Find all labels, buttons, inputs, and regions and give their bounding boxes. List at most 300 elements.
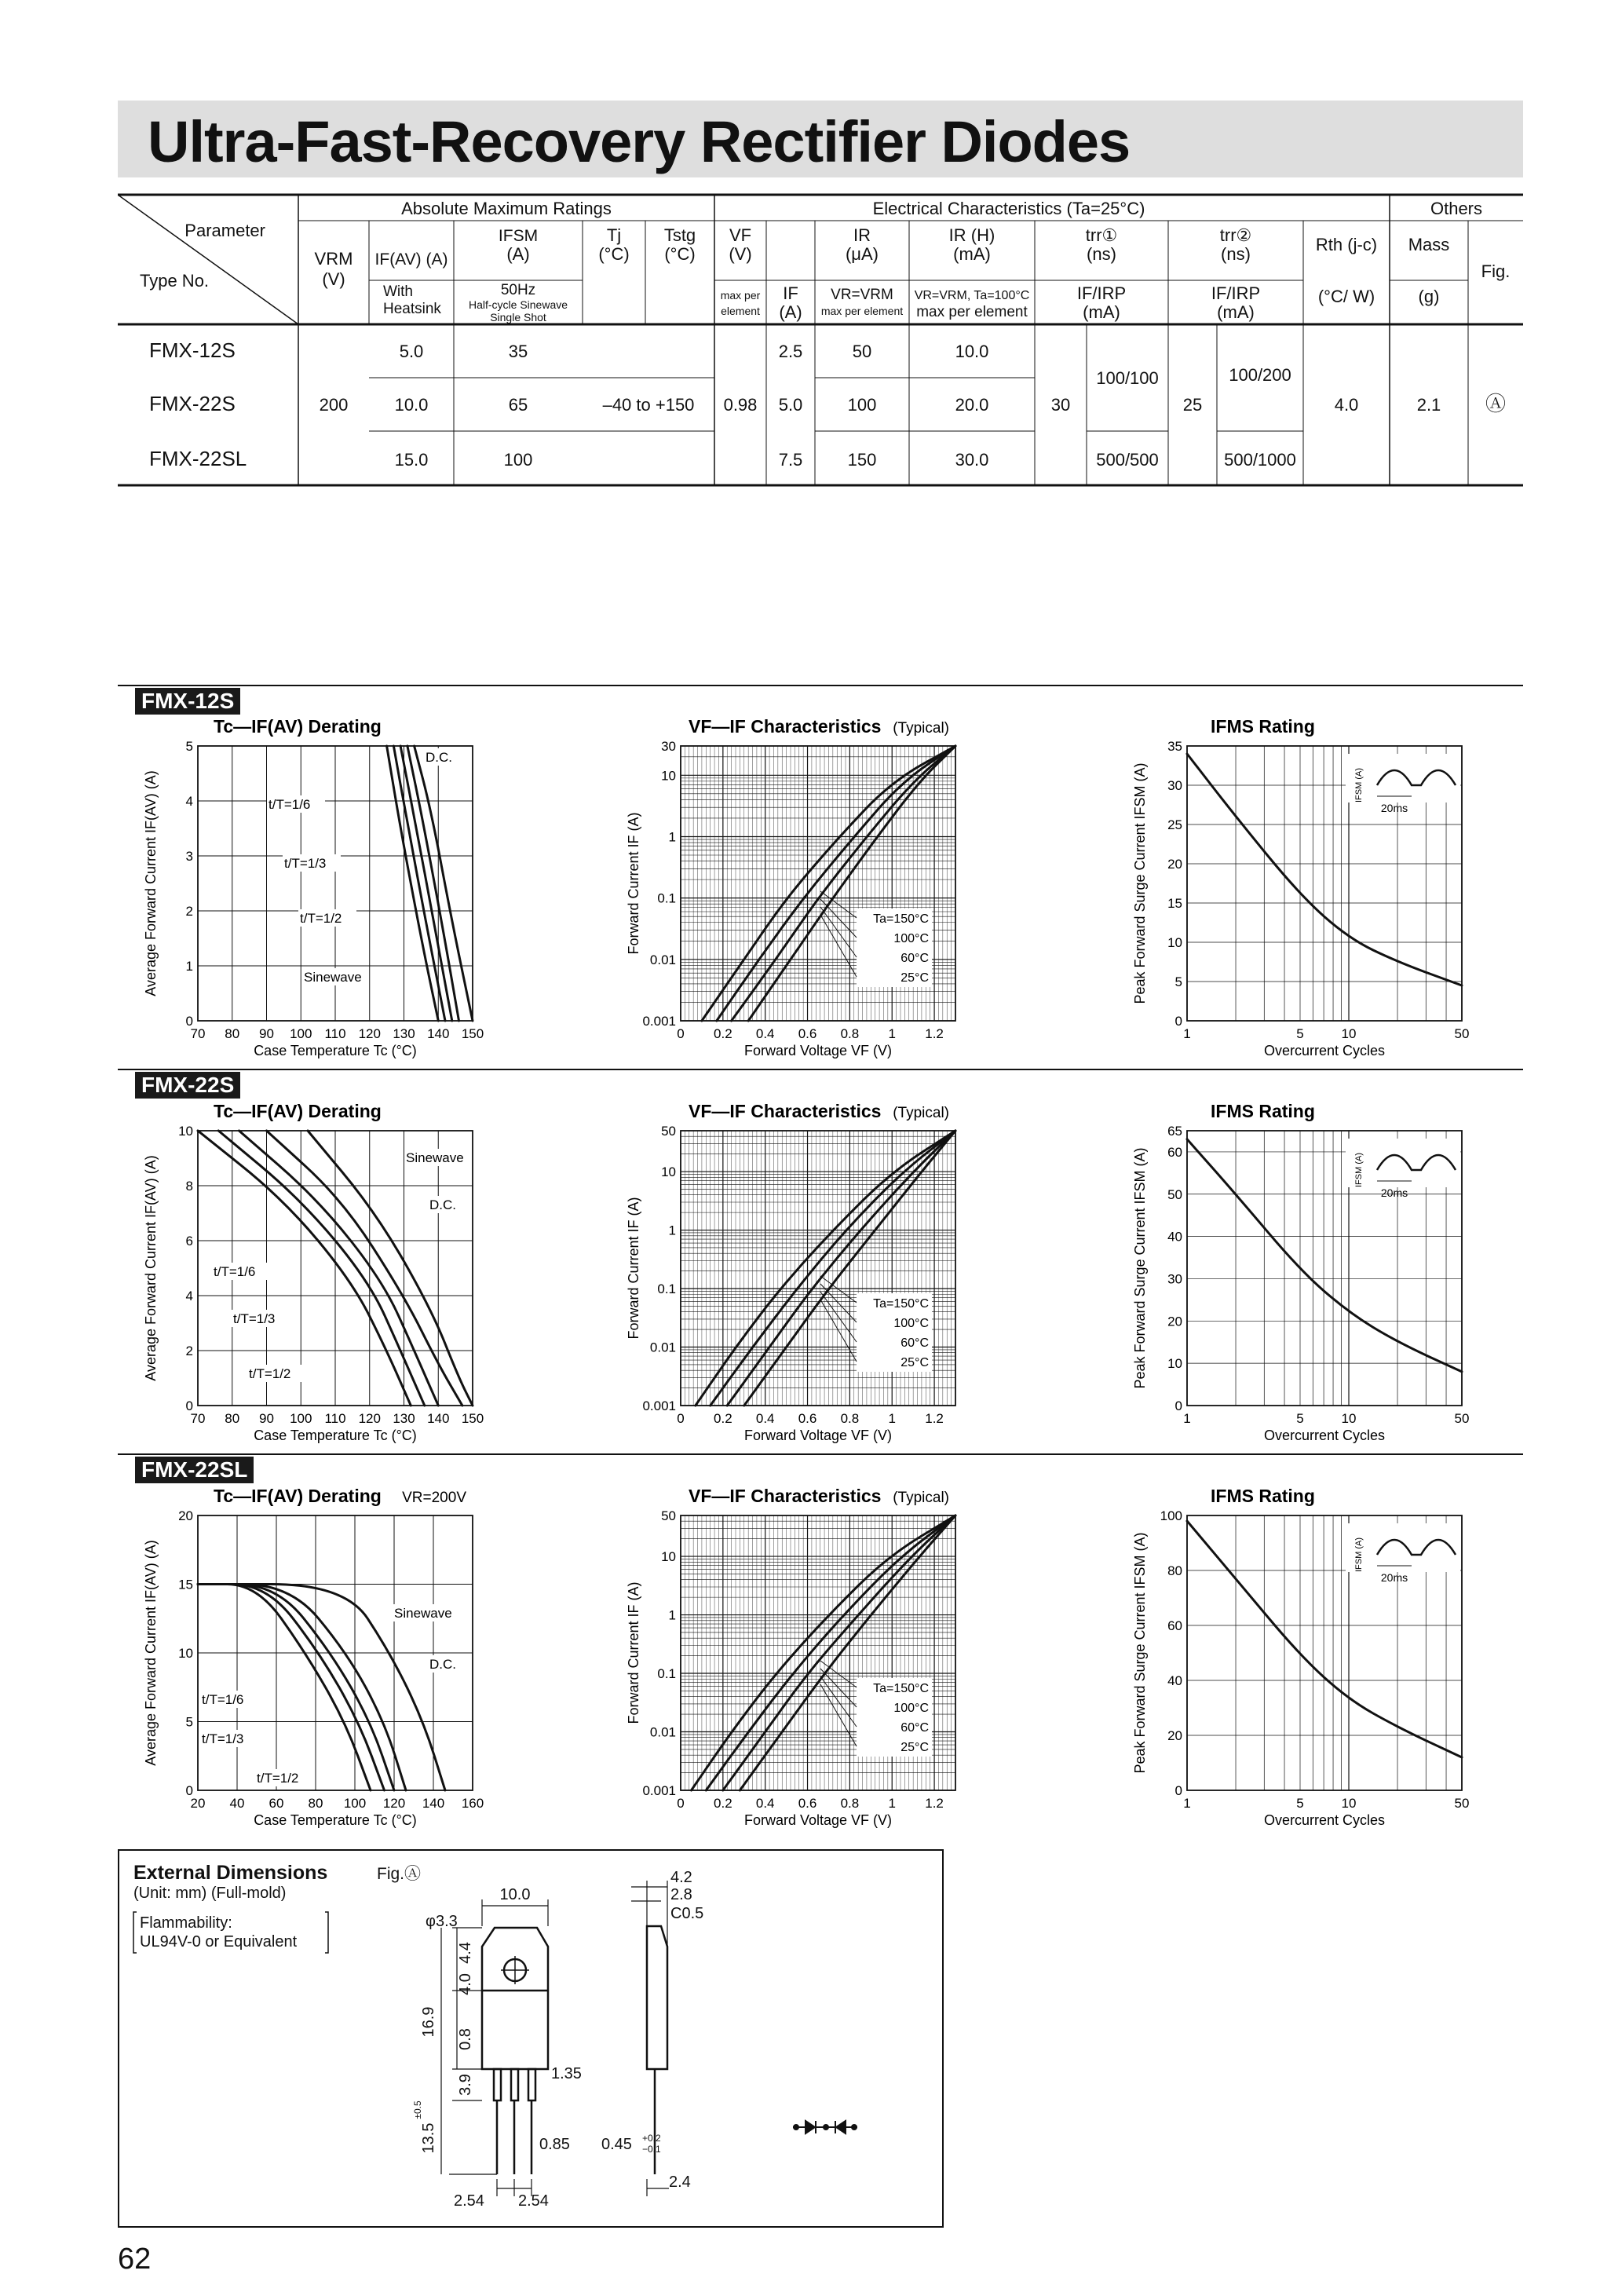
y-tick-label: 20 [1167, 1728, 1182, 1743]
y-tick-label: 0.001 [642, 1014, 676, 1029]
x-tick-label: 130 [393, 1411, 415, 1426]
ifsm-chart-fmx22sl [1131, 1480, 1507, 1834]
annotation-label: t/T=1/3 [202, 1731, 244, 1746]
y-axis-label: Average Forward Current IF(AV) (A) [143, 770, 159, 996]
y-tick-label: 20 [1167, 1314, 1182, 1329]
ext-flammability-1: Flammability: [140, 1914, 232, 1932]
if-cell: 7.5 [778, 450, 803, 470]
annotation-label: t/T=1/2 [249, 1366, 291, 1381]
chart-subtitle: (Typical) [893, 1490, 949, 1506]
x-axis-label: Overcurrent Cycles [1263, 1812, 1386, 1828]
legend-label: 60°C [901, 1721, 929, 1735]
dim-1-35: 1.35 [551, 2065, 582, 2082]
external-dimensions-box [118, 1849, 944, 2228]
y-axis-label: Forward Current IF (A) [626, 812, 641, 955]
chart-title: IFMS Rating [1211, 1101, 1315, 1121]
y-tick-label: 80 [1167, 1563, 1182, 1578]
dim-0-8: 0.8 [457, 2028, 474, 2050]
x-tick-label: 0.6 [798, 1026, 817, 1041]
y-tick-label: 50 [1167, 1186, 1182, 1202]
legend-label: 100°C [893, 1317, 929, 1330]
rth-cell: 4.0 [1334, 395, 1359, 415]
x-axis-label: Overcurrent Cycles [1263, 1428, 1386, 1443]
irh-cell: 10.0 [955, 342, 989, 361]
legend-label: 100°C [893, 932, 929, 945]
x-tick-label: 0 [677, 1026, 685, 1041]
diode-symbol-icon [793, 2121, 857, 2133]
y-tick-label: 0 [185, 1014, 193, 1029]
x-tick-label: 0.4 [755, 1796, 775, 1811]
hdr-trr1-note-unit: (mA) [1083, 302, 1120, 322]
dim-16-9: 16.9 [420, 2006, 437, 2038]
x-tick-label: 50 [1454, 1026, 1470, 1041]
y-tick-label: 0 [1174, 1014, 1182, 1029]
x-tick-label: 0.6 [798, 1796, 817, 1811]
y-tick-label: 3 [185, 849, 193, 864]
y-tick-label: 15 [178, 1577, 193, 1592]
legend-leader [820, 1300, 857, 1362]
hdr-trr2-unit: (ns) [1221, 244, 1251, 264]
hdr-ir-unit: (μA) [845, 244, 879, 264]
hdr-tj-unit: (°C) [598, 244, 630, 264]
trr1-cond-top: 100/100 [1096, 368, 1159, 388]
hdr-tj: Tj [606, 225, 622, 245]
hdr-vf-unit: (V) [729, 244, 752, 264]
dim-13-5: 13.5 [420, 2122, 437, 2154]
ifsm-cell: 100 [503, 450, 533, 470]
hdr-ifsm: IFSM [498, 227, 539, 245]
inset-axis-label: IFSM (A) [1354, 1537, 1364, 1572]
y-tick-label: 8 [185, 1179, 193, 1194]
series-line [267, 1131, 462, 1406]
dim-2-54-b: 2.54 [518, 2192, 549, 2210]
fig-cell: Ⓐ [1485, 392, 1507, 415]
hdr-irh: IR (H) [948, 225, 995, 245]
dim-0-45-plus: +0.2 [642, 2133, 661, 2144]
annotation-label: t/T=1/6 [214, 1264, 256, 1279]
y-tick-label: 25 [1167, 817, 1182, 832]
y-axis-label: Average Forward Current IF(AV) (A) [143, 1540, 159, 1766]
inset-label: 20ms [1380, 1571, 1408, 1584]
x-axis-label: Case Temperature Tc (°C) [254, 1043, 417, 1058]
chart-title: Tc—IF(AV) Derating [214, 1101, 382, 1121]
ir-cell: 150 [847, 450, 877, 470]
legend-leader [820, 1684, 857, 1746]
y-tick-label: 30 [1167, 1271, 1182, 1287]
section-tag: FMX-22SL [135, 1457, 254, 1483]
hdr-ifsm-unit: (A) [506, 244, 530, 264]
y-tick-label: 15 [1167, 896, 1182, 911]
ir-cell: 50 [852, 342, 872, 361]
hdr-mass: Mass [1408, 235, 1450, 254]
y-tick-label: 0.1 [657, 1281, 676, 1297]
if-cell: 2.5 [778, 342, 803, 361]
vfif-chart-fmx22sl [624, 1480, 1001, 1834]
y-tick-label: 0.01 [649, 1724, 676, 1740]
x-tick-label: 140 [422, 1796, 445, 1811]
inset-label: 20ms [1380, 802, 1408, 814]
hdr-irh-unit: (mA) [953, 244, 991, 264]
x-tick-label: 0.8 [840, 1796, 860, 1811]
y-tick-label: 20 [1167, 857, 1182, 872]
y-tick-label: 0.1 [657, 1666, 676, 1682]
trr2-cond-bottom: 500/1000 [1224, 450, 1296, 470]
y-tick-label: 1 [668, 829, 676, 845]
x-tick-label: 90 [259, 1411, 274, 1426]
y-axis-label: Peak Forward Surge Current IFSM (A) [1132, 1532, 1148, 1774]
y-tick-label: 5 [1174, 974, 1182, 989]
dim-c0-5: C0.5 [670, 1905, 704, 1922]
x-axis-label: Case Temperature Tc (°C) [254, 1428, 417, 1443]
y-tick-label: 0 [1174, 1398, 1182, 1413]
dim-3-9: 3.9 [457, 2074, 474, 2096]
legend-label: 60°C [901, 952, 929, 965]
y-tick-label: 1 [668, 1607, 676, 1623]
dim-2-8: 2.8 [670, 1886, 692, 1903]
legend-leader [820, 915, 857, 977]
y-tick-label: 2 [185, 904, 193, 919]
y-tick-label: 0 [185, 1398, 193, 1413]
hdr-vrm: VRM [314, 249, 353, 269]
y-tick-label: 35 [1167, 739, 1182, 754]
y-tick-label: 0.1 [657, 890, 676, 906]
x-tick-label: 5 [1296, 1411, 1304, 1426]
hdr-irh-note2: max per element [916, 304, 1028, 320]
x-axis-label: Forward Voltage VF (V) [743, 1428, 893, 1443]
y-tick-label: 20 [178, 1508, 193, 1523]
series-line [308, 1131, 473, 1406]
corner-type: Type No. [140, 271, 210, 291]
ext-fig: Fig.Ⓐ [377, 1865, 422, 1883]
y-tick-label: 4 [185, 794, 193, 809]
ifsm-chart-fmx12s [1131, 711, 1507, 1064]
x-tick-label: 0.4 [755, 1411, 775, 1426]
x-tick-label: 90 [259, 1026, 274, 1041]
vf-cell: 0.98 [723, 395, 758, 415]
dim-4-4: 4.4 [457, 1942, 474, 1964]
annotation-label: t/T=1/3 [233, 1311, 276, 1326]
annotation-label: Sinewave [304, 970, 362, 985]
ext-flammability-2: UL94V-0 or Equivalent [140, 1933, 298, 1951]
dim-4-0: 4.0 [457, 1973, 474, 1995]
vfif-chart-fmx22s [624, 1095, 1001, 1449]
irh-cell: 20.0 [955, 395, 989, 415]
x-tick-label: 1 [888, 1411, 896, 1426]
x-tick-label: 0.8 [840, 1411, 860, 1426]
external-dimensions-drawing [119, 1851, 942, 2226]
x-tick-label: 1 [1183, 1026, 1191, 1041]
x-tick-label: 120 [358, 1026, 381, 1041]
spec-table [118, 192, 1523, 487]
x-tick-label: 130 [393, 1026, 415, 1041]
annotation-label: t/T=1/6 [269, 797, 311, 812]
y-tick-label: 10 [178, 1124, 193, 1139]
vrm-cell: 200 [319, 395, 349, 415]
legend-label: Ta=150°C [873, 1297, 929, 1311]
y-axis-label: Peak Forward Surge Current IFSM (A) [1132, 1147, 1148, 1389]
type-cell: FMX-22SL [149, 447, 247, 470]
hdr-mass-unit: (g) [1418, 287, 1440, 306]
x-tick-label: 10 [1341, 1026, 1357, 1041]
y-tick-label: 6 [185, 1234, 193, 1249]
x-tick-label: 40 [229, 1796, 245, 1811]
hdr-if: IF [783, 283, 798, 303]
x-tick-label: 110 [324, 1026, 346, 1041]
x-tick-label: 50 [1454, 1411, 1470, 1426]
ifav-cell: 5.0 [399, 342, 424, 361]
hdr-ir-note1: VR=VRM [831, 287, 893, 303]
hdr-if-unit: (A) [779, 302, 802, 322]
derating-chart-fmx22s [141, 1095, 518, 1449]
legend-label: 100°C [893, 1702, 929, 1715]
x-tick-label: 0 [677, 1796, 685, 1811]
dim-2-54-a: 2.54 [454, 2192, 484, 2210]
x-axis-label: Overcurrent Cycles [1263, 1043, 1386, 1058]
x-tick-label: 0.8 [840, 1026, 860, 1041]
chart-subtitle: (Typical) [893, 1105, 949, 1121]
y-tick-label: 30 [661, 739, 676, 754]
x-tick-label: 70 [190, 1411, 206, 1426]
legend-label: 25°C [901, 1356, 929, 1369]
chart-title: IFMS Rating [1211, 1486, 1315, 1506]
ifav-cell: 10.0 [394, 395, 429, 415]
annotation-label: Sinewave [394, 1606, 452, 1621]
annotation-label: D.C. [426, 750, 452, 765]
x-tick-label: 100 [290, 1411, 312, 1426]
legend-label: 25°C [901, 1741, 929, 1754]
x-tick-label: 70 [190, 1026, 206, 1041]
ifav-cell: 15.0 [394, 450, 429, 470]
annotation-label: t/T=1/6 [202, 1692, 244, 1707]
hdr-fig: Fig. [1481, 261, 1511, 281]
chart-title: VF—IF Characteristics [689, 1486, 882, 1506]
annotation-label: D.C. [429, 1657, 456, 1672]
chart-subtitle: VR=200V [402, 1490, 466, 1506]
x-tick-label: 1 [1183, 1796, 1191, 1811]
dim-0-45-minus: −0.1 [642, 2144, 661, 2155]
series-line [198, 1585, 385, 1791]
dim-0-85: 0.85 [539, 2136, 570, 2153]
x-tick-label: 150 [461, 1026, 484, 1041]
annotation-label: t/T=1/2 [257, 1771, 299, 1786]
dim-0-45: 0.45 [601, 2136, 632, 2153]
legend-label: 60°C [901, 1336, 929, 1350]
y-tick-label: 10 [178, 1646, 193, 1661]
series-line [198, 1585, 371, 1791]
chart-title: Tc—IF(AV) Derating [214, 716, 382, 737]
page-title: Ultra-Fast-Recovery Rectifier Diodes [148, 109, 1131, 174]
y-axis-label: Peak Forward Surge Current IFSM (A) [1132, 762, 1148, 1004]
trr1-cond-bottom: 500/500 [1096, 450, 1159, 470]
hdr-trr2-note-unit: (mA) [1217, 302, 1255, 322]
type-cell: FMX-22S [149, 392, 236, 415]
chart-subtitle: (Typical) [893, 720, 949, 737]
x-tick-label: 5 [1296, 1026, 1304, 1041]
x-tick-label: 80 [225, 1026, 240, 1041]
x-tick-label: 80 [308, 1796, 323, 1811]
trr1-cell: 30 [1050, 395, 1071, 415]
vfif-chart-fmx12s [624, 711, 1001, 1064]
legend-label: Ta=150°C [873, 912, 929, 926]
y-tick-label: 30 [1167, 778, 1182, 793]
package-front-view [482, 1928, 548, 2174]
x-tick-label: 0.4 [755, 1026, 775, 1041]
chart-title: VF—IF Characteristics [689, 1101, 882, 1121]
hdr-ifsm-note3: Single Shot [490, 311, 546, 324]
group-others-label: Others [1430, 199, 1483, 218]
x-tick-label: 160 [461, 1796, 484, 1811]
hdr-trr1: trr① [1085, 225, 1118, 245]
dim-width: 10.0 [499, 1886, 531, 1903]
hdr-tstg: Tstg [663, 225, 696, 245]
hdr-trr2-note: IF/IRP [1211, 283, 1261, 303]
y-axis-label: Forward Current IF (A) [626, 1197, 641, 1340]
x-tick-label: 0.2 [714, 1411, 732, 1426]
x-tick-label: 0.2 [714, 1026, 732, 1041]
section-tag: FMX-12S [135, 688, 240, 715]
ext-title: External Dimensions [133, 1862, 328, 1884]
y-tick-label: 5 [185, 739, 193, 754]
legend-label: 25°C [901, 971, 929, 985]
hdr-vf: VF [729, 225, 752, 245]
y-axis-label: Average Forward Current IF(AV) (A) [143, 1155, 159, 1381]
x-axis-label: Forward Voltage VF (V) [743, 1043, 893, 1058]
hdr-rth: Rth (j-c) [1315, 235, 1378, 254]
x-tick-label: 0.2 [714, 1796, 732, 1811]
hdr-ifsm-note2: Half-cycle Sinewave [468, 298, 568, 311]
section-tag: FMX-22S [135, 1072, 240, 1099]
group-abs-label: Absolute Maximum Ratings [401, 199, 612, 218]
x-tick-label: 20 [190, 1796, 206, 1811]
x-tick-label: 1.2 [925, 1026, 944, 1041]
ifsm-cell: 65 [508, 395, 528, 415]
x-tick-label: 120 [382, 1796, 406, 1811]
x-tick-label: 1 [888, 1026, 896, 1041]
hdr-trr1-note: IF/IRP [1076, 283, 1127, 303]
x-tick-label: 80 [225, 1411, 240, 1426]
chart-title: IFMS Rating [1211, 716, 1315, 737]
irh-cell: 30.0 [955, 450, 989, 470]
y-tick-label: 1 [185, 959, 193, 974]
trr2-cond-top: 100/200 [1229, 365, 1291, 385]
title-bar [118, 101, 1523, 177]
section-rule [118, 1069, 1523, 1070]
trr2-cell: 25 [1182, 395, 1203, 415]
ir-cell: 100 [847, 395, 877, 415]
y-tick-label: 10 [661, 768, 676, 784]
series-line [393, 746, 445, 1021]
section-rule [118, 685, 1523, 686]
tj-tstg-cell: –40 to +150 [602, 395, 695, 415]
x-tick-label: 100 [290, 1026, 312, 1041]
x-tick-label: 1.2 [925, 1411, 944, 1426]
chart-title: Tc—IF(AV) Derating [214, 1486, 382, 1506]
ifsm-chart-fmx22s [1131, 1095, 1507, 1449]
x-tick-label: 110 [324, 1411, 346, 1426]
hdr-trr1-unit: (ns) [1087, 244, 1116, 264]
x-tick-label: 5 [1296, 1796, 1304, 1811]
derating-chart-fmx22sl [141, 1480, 518, 1834]
x-tick-label: 50 [1454, 1796, 1470, 1811]
hdr-ir-note2: max per element [820, 305, 904, 317]
x-tick-label: 140 [427, 1411, 450, 1426]
annotation-label: Sinewave [406, 1150, 464, 1165]
x-tick-label: 0 [677, 1411, 685, 1426]
hdr-ifav: IF(AV) (A) [374, 250, 448, 269]
inset-label: 20ms [1380, 1186, 1408, 1199]
y-axis-label: Forward Current IF (A) [626, 1581, 641, 1724]
hdr-rth-unit: (°C/ W) [1317, 287, 1375, 306]
annotation-label: D.C. [429, 1197, 456, 1212]
section-rule [118, 1453, 1523, 1455]
y-tick-label: 65 [1167, 1124, 1182, 1139]
legend-label: Ta=150°C [873, 1682, 929, 1695]
y-tick-label: 5 [185, 1714, 193, 1730]
hdr-vf-note1: max per [720, 289, 761, 302]
dim-2-4: 2.4 [669, 2174, 691, 2191]
y-tick-label: 10 [661, 1164, 676, 1180]
x-axis-label: Forward Voltage VF (V) [743, 1812, 893, 1828]
if-cell: 5.0 [778, 395, 803, 415]
x-tick-label: 150 [461, 1411, 484, 1426]
y-tick-label: 0.001 [642, 1783, 676, 1798]
x-tick-label: 120 [358, 1411, 381, 1426]
y-tick-label: 2 [185, 1344, 193, 1358]
y-tick-label: 10 [1167, 1356, 1182, 1372]
ext-unit: (Unit: mm) (Full-mold) [133, 1885, 287, 1902]
dim-4-2: 4.2 [670, 1869, 692, 1886]
inset-axis-label: IFSM (A) [1354, 1153, 1364, 1187]
x-tick-label: 1 [1183, 1411, 1191, 1426]
annotation-label: t/T=1/2 [300, 911, 342, 926]
y-tick-label: 0 [1174, 1783, 1182, 1798]
hdr-ifav-note1: With [383, 283, 413, 300]
x-tick-label: 1 [888, 1796, 896, 1811]
x-tick-label: 10 [1341, 1411, 1357, 1426]
y-tick-label: 50 [661, 1508, 676, 1523]
y-tick-label: 0.001 [642, 1398, 676, 1413]
y-tick-label: 40 [1167, 1673, 1182, 1688]
ifsm-cell: 35 [508, 342, 528, 361]
derating-chart-fmx12s [141, 711, 518, 1064]
y-tick-label: 10 [1167, 935, 1182, 950]
series-line [407, 746, 459, 1021]
x-axis-label: Case Temperature Tc (°C) [254, 1812, 417, 1828]
x-tick-label: 140 [427, 1026, 450, 1041]
inset-axis-label: IFSM (A) [1354, 768, 1364, 803]
x-tick-label: 1.2 [925, 1796, 944, 1811]
page-number: 62 [118, 2243, 152, 2276]
x-tick-label: 100 [343, 1796, 367, 1811]
y-tick-label: 0 [185, 1783, 193, 1798]
dim-13-5-tol: ±0.5 [412, 2100, 423, 2119]
dim-hole: φ3.3 [426, 1913, 458, 1930]
hdr-trr2: trr② [1219, 225, 1252, 245]
type-cell: FMX-12S [149, 338, 236, 362]
y-tick-label: 60 [1167, 1144, 1182, 1160]
hdr-ir: IR [853, 225, 871, 245]
y-tick-label: 0.01 [649, 952, 676, 967]
x-tick-label: 0.6 [798, 1411, 817, 1426]
hdr-vrm-unit: (V) [322, 269, 345, 289]
series-group [387, 746, 473, 1021]
y-tick-label: 0.01 [649, 1340, 676, 1355]
y-tick-label: 60 [1167, 1618, 1182, 1633]
group-elec-label: Electrical Characteristics (Ta=25°C) [872, 199, 1145, 218]
spec-table-grid [118, 192, 1523, 487]
hdr-ifav-note2: Heatsink [383, 301, 441, 317]
series-line [387, 746, 439, 1021]
